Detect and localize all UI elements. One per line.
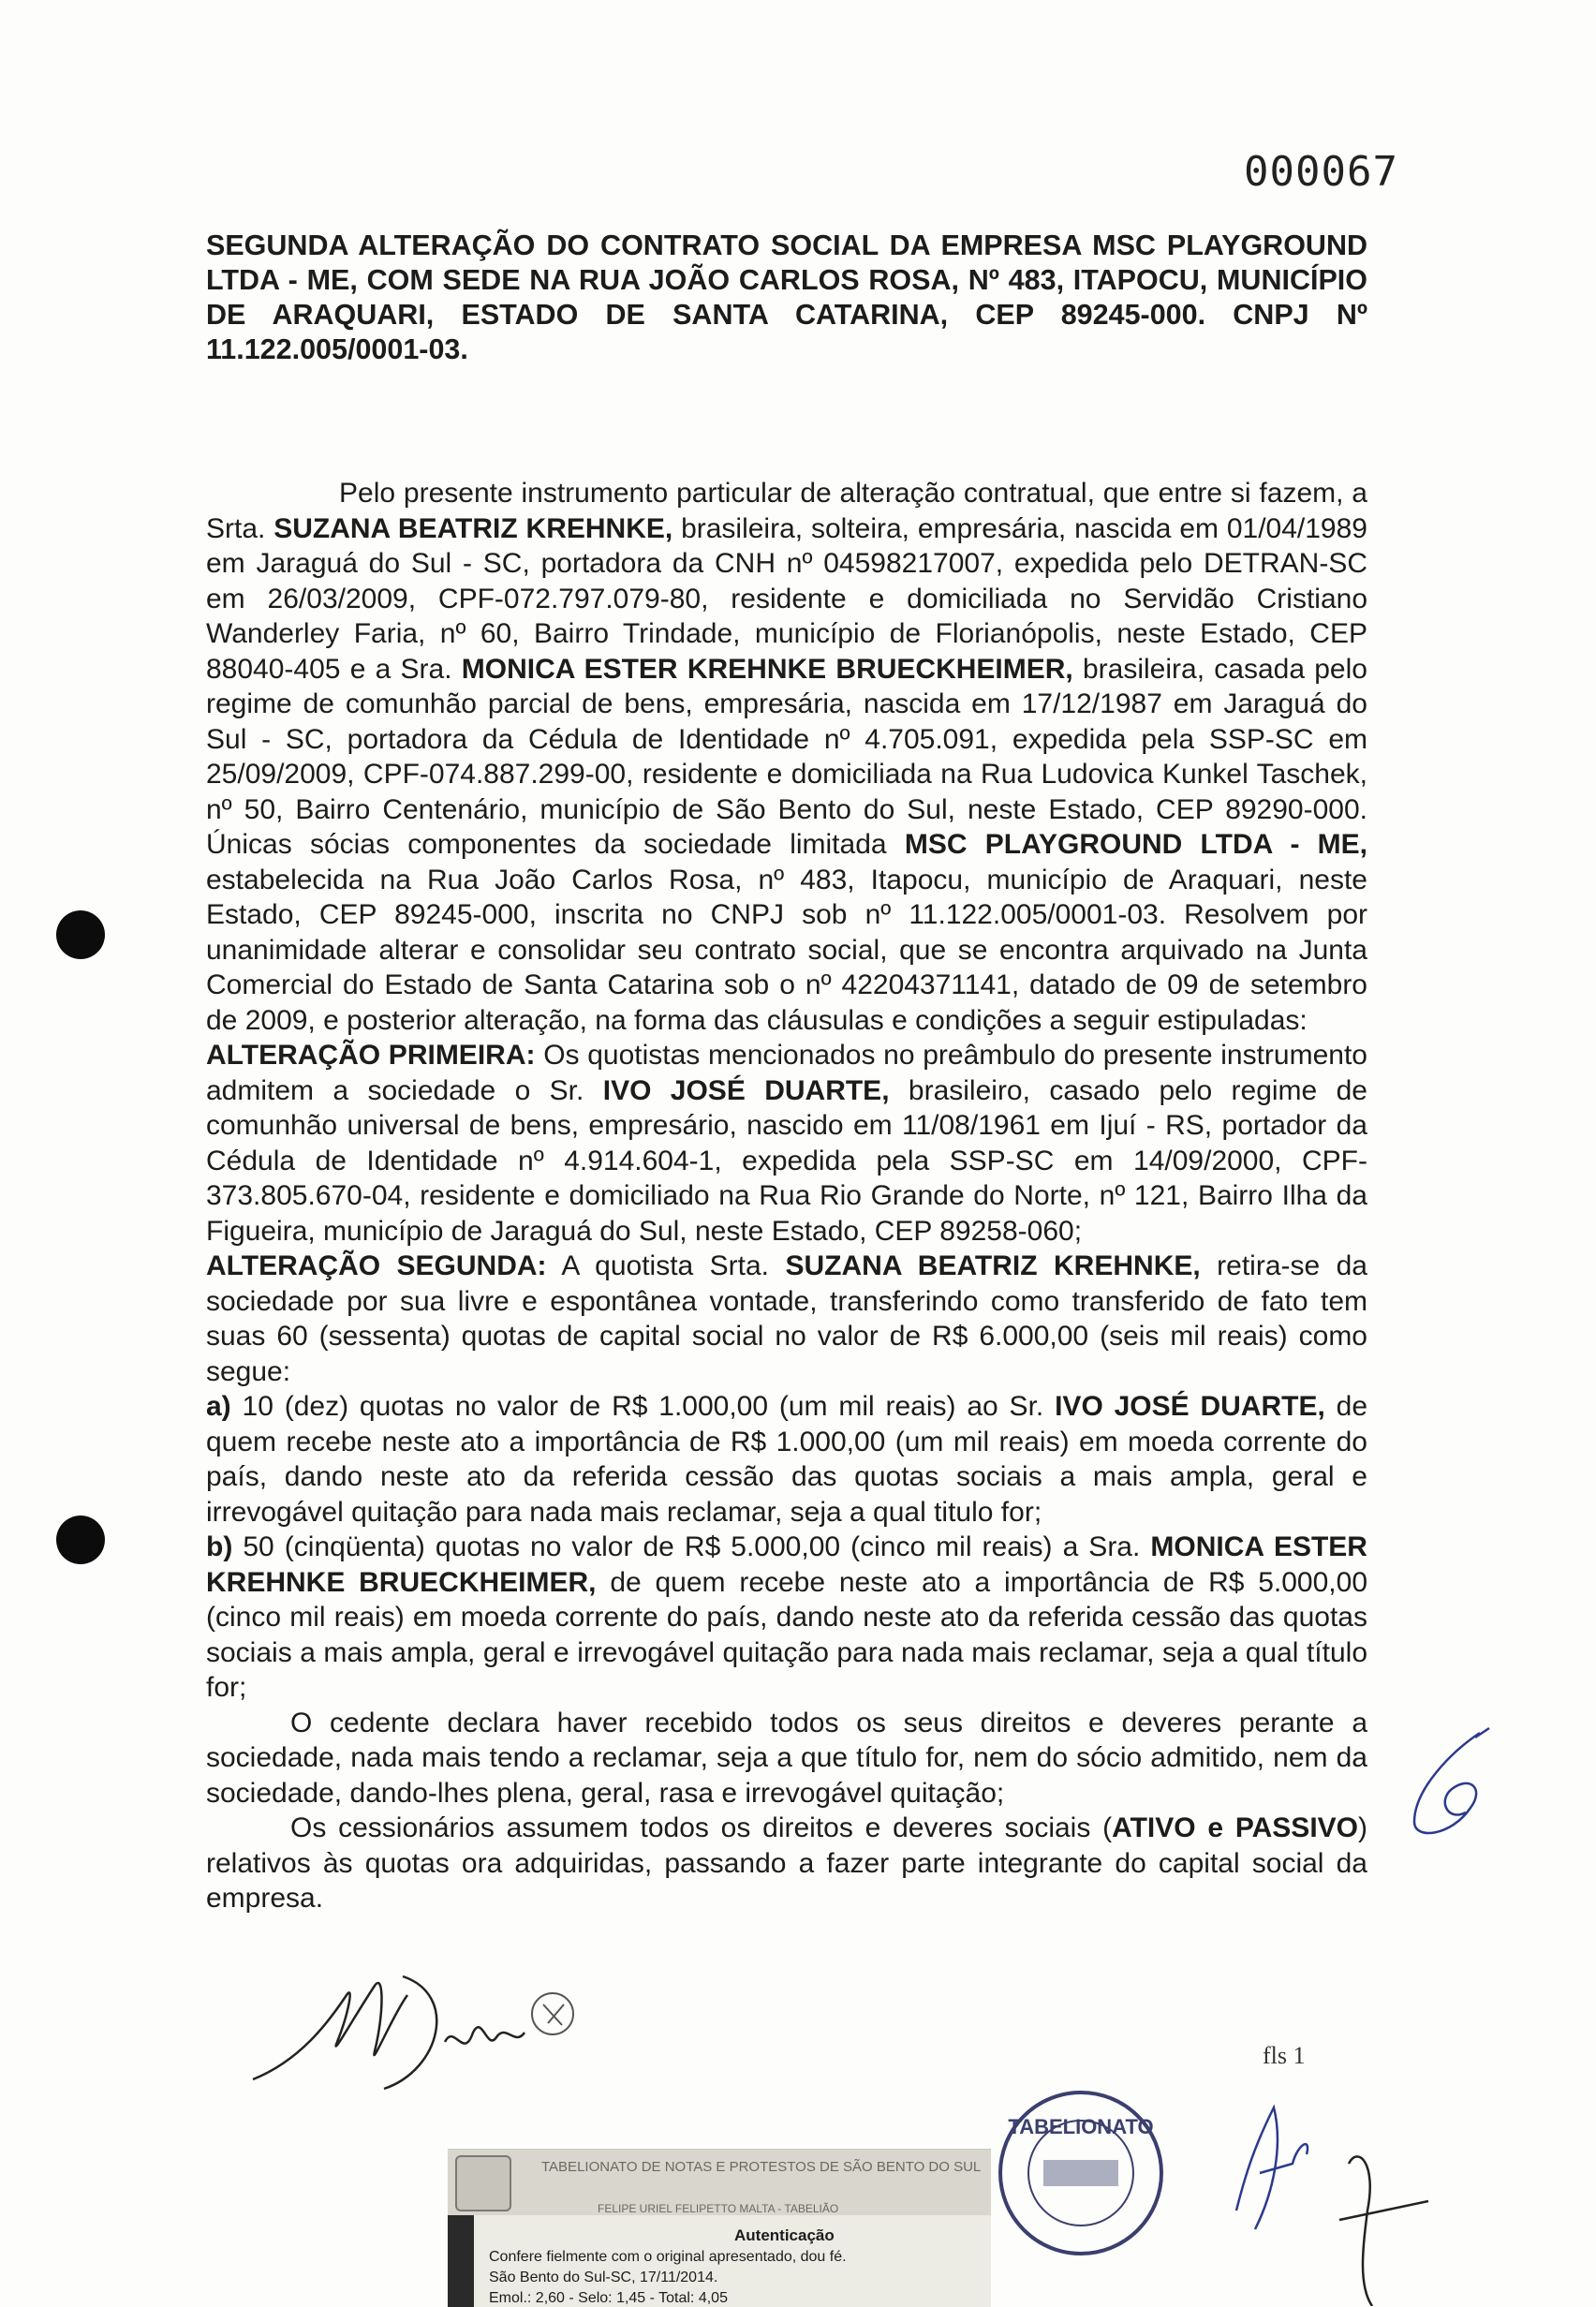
company-name: MSC PLAYGROUND LTDA - ME, [904, 829, 1368, 860]
stamp-title: Autenticação [734, 2226, 835, 2244]
new-partner-name: IVO JOSÉ DUARTE, [602, 1074, 890, 1106]
alteracao-segunda: ALTERAÇÃO SEGUNDA: A quotista Srta. SUZANA BEATRIZ KREHNKE, retira-se da sociedade por sua livre e espontânea vontade, transferindo como transferido de fato tem suas 60 (sessenta) quotas de capital social no valor de R$ 6.000,00 (seis mil reais) como segue: [206, 1250, 1367, 1387]
stamp-line-2: São Bento do Sul-SC, 17/11/2014. [489, 2270, 718, 2285]
seal-text: TABELIONATO [1008, 2115, 1154, 2138]
notary-seal [987, 2079, 1175, 2267]
alteracao-primeira: ALTERAÇÃO PRIMEIRA: Os quotistas mencionados no preâmbulo do presente instrumento admitem a sociedade o Sr. IVO JOSÉ DUARTE, brasileiro, casado pelo regime de comunhão universal de bens, empresário, nascido em 11/08/1961 em Ijuí - RS, portador da Cédula de Identidade nº 4.914.604-1, expedida pela SSP-SC em 14/09/2000, CPF-373.805.670-04, residente e domiciliado na Rua Rio Grande do Norte, nº 121, Bairro Ilha da Figueira, município de Jaraguá do Sul, neste Estado, CEP 89258-060; [206, 1040, 1367, 1247]
document-title: SEGUNDA ALTERAÇÃO DO CONTRATO SOCIAL DA EMPRESA MSC PLAYGROUND LTDA - ME, COM SEDE NA RUA JOÃO CARLOS ROSA, Nº 483, ITAPOCU, MUNICÍPIO DE ARAQUARI, ESTADO DE SANTA CATARINA, CEP 89245-000. CNPJ Nº 11.122.005/0001-03. [206, 229, 1367, 365]
cessionarios-paragraph: Os cessionários assumem todos os direitos e deveres sociais (ATIVO e PASSIVO) relativos às quotas ora adquiridas, passando a fazer parte integrante do capital social da empresa. [206, 1812, 1368, 1914]
alteracao-primeira-heading: ALTERAÇÃO PRIMEIRA: [206, 1040, 536, 1071]
authentication-stamp [448, 2149, 991, 2307]
stamp-header [448, 2150, 991, 2215]
item-b: b) 50 (cinqüenta) quotas no valor de R$ 5.000,00 (cinco mil reais) a Sra. MONICA ESTER KREHNKE BRUECKHEIMER, de quem recebe neste ato a importância de R$ 5.000,00 (cinco mil reais) em moeda corrente do país, dando neste ato da referida cessão das quotas sociais a mais ampla, geral e irrevogável quitação para nada mais reclamar, seja a qual título for; [206, 1531, 1368, 1703]
page-label: fls 1 [1263, 2042, 1306, 2069]
page-number: 000067 [1244, 148, 1398, 196]
stamp-side-bar [448, 2215, 474, 2307]
alteracao-segunda-heading: ALTERAÇÃO SEGUNDA: [206, 1250, 547, 1281]
item-a: a) 10 (dez) quotas no valor de R$ 1.000,00 (um mil reais) ao Sr. IVO JOSÉ DUARTE, de quem recebe neste ato a importância de R$ 1.000,00 (um mil reais) em moeda corrente do país, dando neste ato da referida cessão das quotas sociais a mais ampla, geral e irrevogável quitação para nada mais reclamar, seja a qual titulo for; [206, 1391, 1368, 1528]
rubric-margin [1396, 1723, 1499, 1845]
notary-name: FELIPE URIEL FELIPETTO MALTA - TABELIÃO [598, 2202, 839, 2215]
party2-name: MONICA ESTER KREHNKE BRUECKHEIMER, [461, 653, 1073, 685]
signature-left [244, 1958, 637, 2098]
punch-hole-bottom [56, 1516, 105, 1564]
rubric-bottom-right [1218, 2089, 1433, 2306]
stamp-line-1: Confere fielmente com o original apresentado, dou fé. [489, 2249, 847, 2265]
punch-hole-top [56, 910, 105, 959]
leaving-partner-name: SUZANA BEATRIZ KREHNKE, [785, 1250, 1201, 1281]
document-body [206, 476, 1367, 1916]
notary-office: TABELIONATO DE NOTAS E PROTESTOS DE SÃO BENTO DO SUL [541, 2159, 982, 2175]
party1-name: SUZANA BEATRIZ KREHNKE, [273, 512, 673, 544]
cedente-paragraph: O cedente declara haver recebido todos os seus direitos e deveres perante a sociedade, nada mais tendo a reclamar, seja a que título for, nem do sócio admitido, nem da sociedade, dando-lhes plena, geral, rasa e irrevogável quitação; [206, 1707, 1367, 1809]
stamp-line-3: Emol.: 2,60 - Selo: 1,45 - Total: 4,05 [489, 2290, 728, 2306]
coat-of-arms-icon [455, 2155, 511, 2211]
preamble-paragraph: Pelo presente instrumento particular de alteração contratual, que entre si fazem, a Srta. SUZANA BEATRIZ KREHNKE, brasileira, solteira, empresária, nascida em 01/04/1989 em Jaraguá do Sul - SC, portadora da CNH nº 04598217007, expedida pelo DETRAN-SC em 26/03/2009, CPF-072.797.079-80, residente e domiciliada no Servidão Cristiano Wanderley Faria, nº 60, Bairro Trindade, município de Florianópolis, neste Estado, CEP 88040-405 e a Sra. MONICA ESTER KREHNKE BRUECKHEIMER, brasileira, casada pelo regime de comunhão parcial de bens, empresária, nascida em 17/12/1987 em Jaraguá do Sul - SC, portadora da Cédula de Identidade nº 4.705.091, expedida pela SSP-SC em 25/09/2009, CPF-074.887.299-00, residente e domiciliada na Rua Ludovica Kunkel Taschek, nº 50, Bairro Centenário, município de São Bento do Sul, neste Estado, CEP 89290-000. Únicas sócias componentes da sociedade limitada MSC PLAYGROUND LTDA - ME, estabelecida na Rua João Carlos Rosa, nº 483, Itapocu, município de Araquari, neste Estado, CEP 89245-000, inscrita no CNPJ sob nº 11.122.005/0001-03. Resolvem por unanimidade alterar e consolidar seu contrato social, que se encontra arquivado na Junta Comercial do Estado de Santa Catarina sob o nº 42204371141, datado de 09 de setembro de 2009, e posterior alteração, na forma das cláusulas e condições a seguir estipuladas: [206, 478, 1368, 1036]
